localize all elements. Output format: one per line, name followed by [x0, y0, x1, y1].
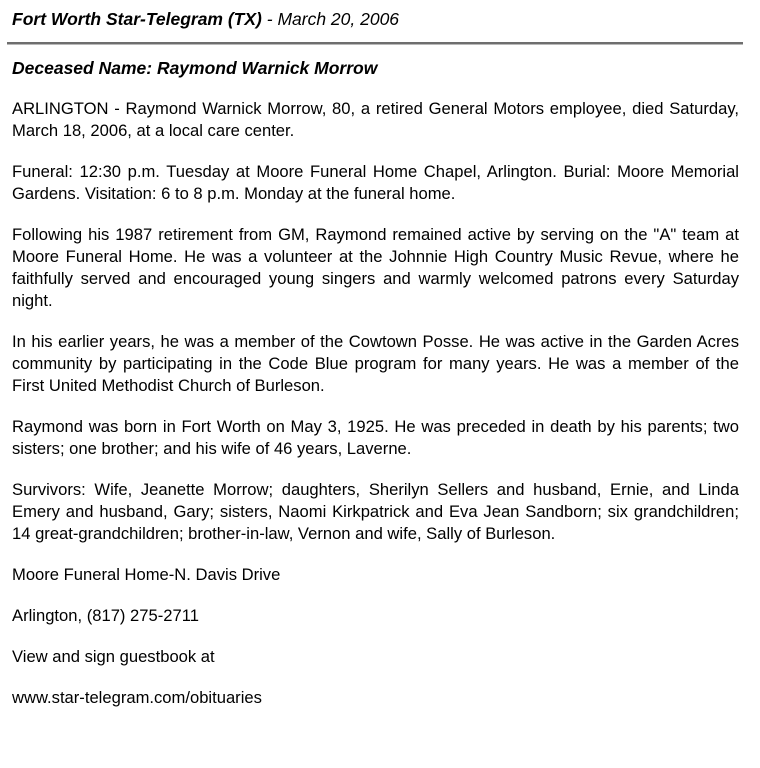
guestbook-text: View and sign guestbook at: [12, 647, 215, 666]
funeral-home-name: Moore Funeral Home-N. Davis Drive: [12, 565, 281, 584]
paragraph-birth: Raymond was born in Fort Worth on May 3, 1925. He was preceded in death by his parents; two sisters; one brother; and his wife of 46 years, Laverne.: [12, 417, 739, 458]
publication-source: Fort Worth Star-Telegram (TX): [12, 9, 262, 29]
paragraph-funeral: Funeral: 12:30 p.m. Tuesday at Moore Funeral Home Chapel, Arlington. Burial: Moore Memorial Gardens. Visitation: 6 to 8 p.m. Monday at the funeral home.: [12, 162, 739, 203]
header-separator: -: [261, 9, 278, 29]
funeral-home-phone: Arlington, (817) 275-2711: [12, 606, 199, 625]
publication-header: [12, 9, 399, 30]
publication-date: March 20, 2006: [277, 9, 400, 29]
paragraph-announcement: ARLINGTON - Raymond Warnick Morrow, 80, a retired General Motors employee, died Saturday, March 18, 2006, at a local care center.: [12, 99, 739, 140]
guestbook-link[interactable]: www.star-telegram.com/obituaries: [12, 688, 262, 707]
paragraph-earlier-years: In his earlier years, he was a member of the Cowtown Posse. He was active in the Garden Acres community by participating in the Code Blue program for many years. He was a member of the First United Methodist Church of Burleson.: [12, 332, 739, 395]
paragraph-survivors: Survivors: Wife, Jeanette Morrow; daughters, Sherilyn Sellers and husband, Ernie, and Linda Emery and husband, Gary; sisters, Naomi Kirkpatrick and Eva Jean Sandborn; six grandchildren; 14 great-grandchildren; brother-in-law, Vernon and wife, Sally of Burleson.: [12, 480, 739, 543]
deceased-name-heading: Deceased Name: Raymond Warnick Morrow: [12, 58, 378, 78]
paragraph-retirement: Following his 1987 retirement from GM, Raymond remained active by serving on the "A" team at Moore Funeral Home. He was a volunteer at the Johnnie High Country Music Revue, where he faithfully served and encouraged young singers and warmly welcomed patrons every Saturday night.: [12, 225, 739, 310]
obituary-body: [12, 98, 739, 728]
header-divider-shadow: [7, 44, 743, 45]
